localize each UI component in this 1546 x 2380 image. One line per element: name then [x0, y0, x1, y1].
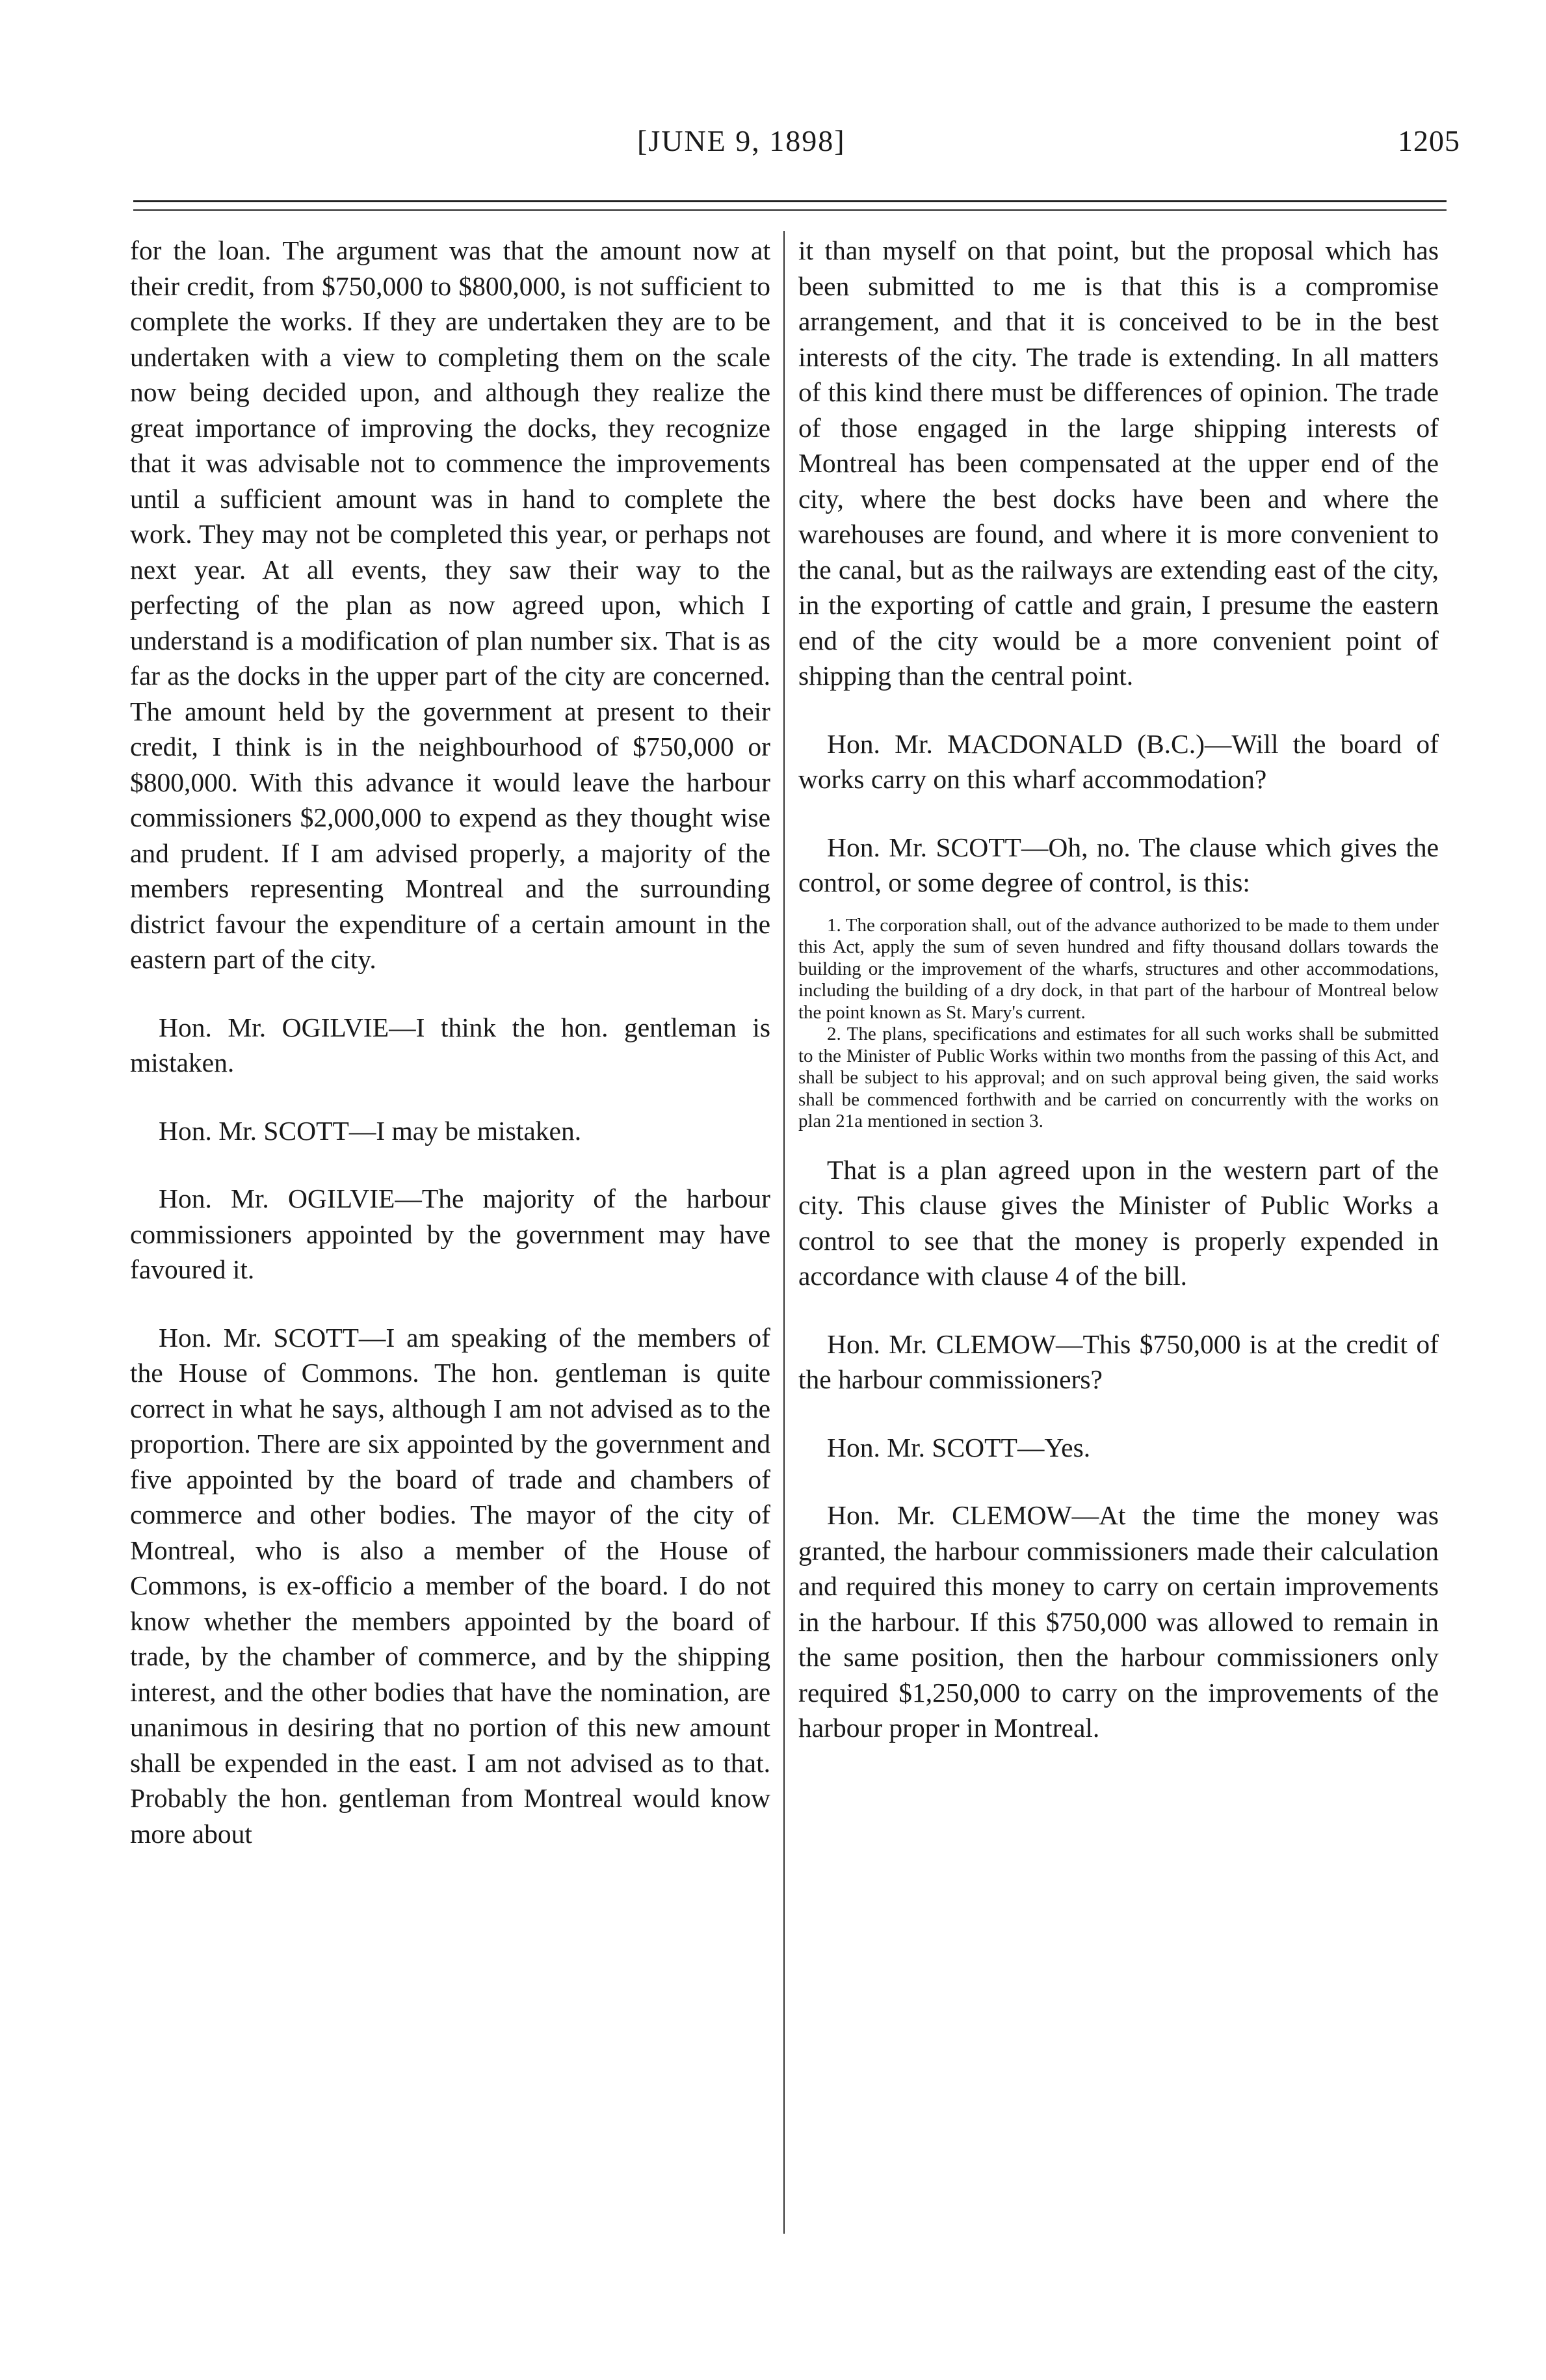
paragraph-continuation: it than myself on that point, but the proposal which has been submitted to me is that this is a compromise arrangement, and that it is conceived to be in the best interests of the city. The trade is extending. In all matters of this kind there must be differences of opinion. The trade of those engaged in the large shipping interests of Montreal has been compensated at the upper end of the city, where the best docks have been and where the warehouses are found, and where it is more convenient to the canal, but as the railways are extending east of the city, in the exporting of cattle and grain, I presume the eastern end of the city would be a more convenient point of shipping than the central point. [798, 235, 1439, 691]
header-rule-thick [133, 200, 1447, 202]
speech-scott-3: Hon. Mr. SCOTT—Oh, no. The clause which gives the control, or some degree of control, is this: [798, 832, 1439, 897]
speech-macdonald: Hon. Mr. MACDONALD (B.C.)—Will the board of works carry on this wharf accommodation? [798, 728, 1439, 794]
right-column [798, 233, 1439, 1746]
speech-clemow-2: Hon. Mr. CLEMOW—At the time the money was granted, the harbour commissioners made their calculation and required this money to carry on certain improvements in the harbour. If this $750,000 was allowed to remain in the same position, then the harbour commissioners only required $1,250,000 to carry on the improvements of the harbour proper in Montreal. [798, 1500, 1439, 1743]
speech-scott-2: Hon. Mr. SCOTT—I am speaking of the members of the House of Commons. The hon. gentleman is quite correct in what he says, although I am not advised as to the proportion. There are six appointed by the government and five appointed by the board of trade and chambers of commerce and other bodies. The mayor of the city of Montreal, who is also a member of the House of Commons, is ex-officio a member of the board. I do not know whether the members appointed by the board of trade, by the chamber of commerce, and by the shipping interest, and the other bodies that have the nomination, are unanimous in desiring that no portion of this new amount shall be expended in the east. I am not advised as to that. Probably the hon. gentleman from Montreal would know more about [130, 1322, 770, 1849]
quoted-clause-2: 2. The plans, specifications and estimates for all such works shall be submitted to the Minister of Public Works within two months from the passing of this Act, and shall be subject to his approval; and on such approval being given, the said works shall be commenced forthwith and be carried on concurrently with the works on plan 21a mentioned in section 3. [798, 1024, 1439, 1131]
header-rule-thin [133, 209, 1447, 211]
page-header [0, 124, 1546, 176]
paragraph-continuation: for the loan. The argument was that the amount now at their credit, from $750,000 to $800,000, is not sufficient to complete the works. If they are undertaken they are to be undertaken with a view to completing them on the scale now being decided upon, and although they realize the great importance of improving the docks, they recognize that it was advisable not to commence the improvements until a sufficient amount was in hand to complete the work. They may not be completed this year, or perhaps not next year. At all events, they saw their way to the perfecting of the plan as now agreed upon, which I understand is a modification of plan number six. That is as far as the docks in the upper part of the city are concerned. The amount held by the government at present to their credit, I think is in the neighbourhood of $750,000 or $800,000. With this advance it would leave the harbour commissioners $2,000,000 to expend as they thought wise and prudent. If I am advised properly, a majority of the members representing Montreal and the surrounding district favour the expenditure of a certain amount in the eastern part of the city. [130, 235, 770, 974]
left-column [130, 233, 770, 1851]
running-head-date: [JUNE 9, 1898] [637, 124, 846, 157]
speech-scott-1: Hon. Mr. SCOTT—I may be mistaken. [159, 1115, 582, 1146]
speech-ogilvie-1: Hon. Mr. OGILVIE—I think the hon. gentleman is mistaken. [130, 1012, 770, 1078]
page-number: 1205 [1398, 124, 1460, 157]
quoted-clause-1: 1. The corporation shall, out of the advance authorized to be made to them under this Act, apply the sum of seven hundred and fifty thousand dollars towards the building or the improvement of the wharfs, structures and other accommodations, including the building of a dry dock, in that part of the harbour of Montreal below the point known as St. Mary's current. [798, 914, 1439, 1023]
paragraph-after-quote: That is a plan agreed upon in the western part of the city. This clause gives the Minister of Public Works a control to see that the money is properly expended in accordance with clause 4 of the bill. [798, 1154, 1439, 1291]
speech-ogilvie-2: Hon. Mr. OGILVIE—The majority of the harbour commissioners appointed by the government may have favoured it. [130, 1183, 770, 1284]
column-divider [783, 231, 785, 2234]
speech-clemow-1: Hon. Mr. CLEMOW—This $750,000 is at the credit of the harbour commissioners? [798, 1329, 1439, 1394]
speech-scott-4: Hon. Mr. SCOTT—Yes. [827, 1432, 1091, 1462]
